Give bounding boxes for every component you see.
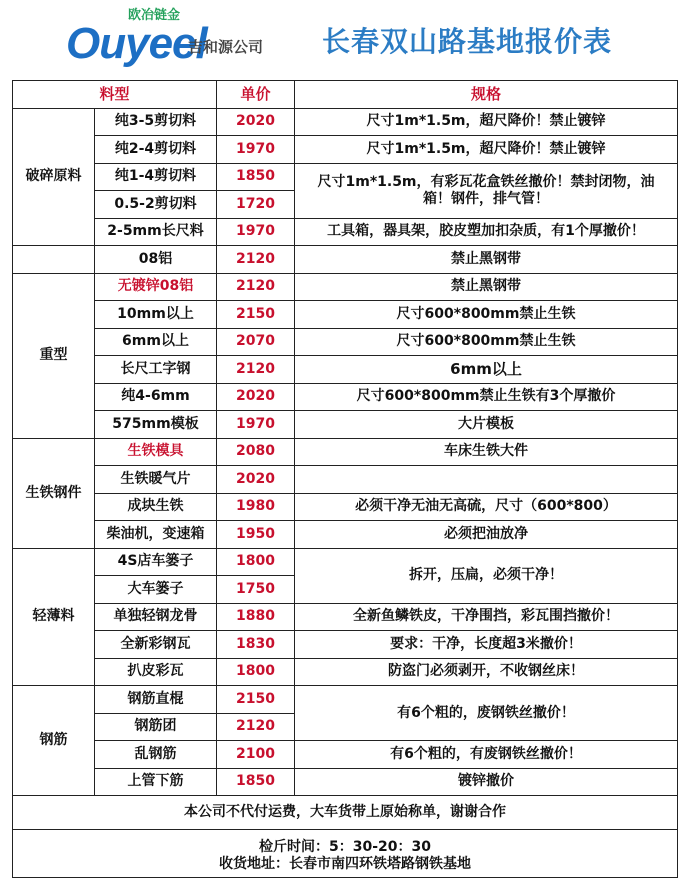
item-spec: 要求：干净，长度超3米撤价！ bbox=[295, 631, 678, 659]
item-price: 2080 bbox=[217, 438, 295, 466]
logo-cn-text: 欧冶链金 bbox=[128, 8, 181, 23]
category-cell: 重型 bbox=[13, 273, 95, 438]
item-spec: 必须把油放净 bbox=[295, 521, 678, 549]
item-spec: 尺寸600*800mm禁止生铁有3个厚撤价 bbox=[295, 383, 678, 411]
item-spec: 尺寸600*800mm禁止生铁 bbox=[295, 301, 678, 329]
footer-cell bbox=[13, 830, 678, 878]
item-name: 4S店车篓子 bbox=[95, 548, 217, 576]
item-name: 08铝 bbox=[95, 246, 217, 274]
item-name: 乱钢筋 bbox=[95, 741, 217, 769]
table-row bbox=[13, 301, 678, 329]
item-price: 2120 bbox=[217, 246, 295, 274]
item-name: 575mm模板 bbox=[95, 411, 217, 439]
item-price: 1830 bbox=[217, 631, 295, 659]
item-name: 单独轻钢龙骨 bbox=[95, 603, 217, 631]
table-row bbox=[13, 548, 678, 576]
item-spec: 车床生铁大件 bbox=[295, 438, 678, 466]
table-row bbox=[13, 163, 678, 191]
item-name: 纯2-4剪切料 bbox=[95, 136, 217, 164]
item-name: 柴油机，变速箱 bbox=[95, 521, 217, 549]
item-name: 钢筋团 bbox=[95, 713, 217, 741]
logo-company-name: 吉和源公司 bbox=[188, 38, 264, 56]
item-spec: 尺寸1m*1.5m，超尺降价！禁止镀锌 bbox=[295, 136, 678, 164]
logo-wordmark: Ouyeel bbox=[66, 19, 207, 68]
column-header-type: 料型 bbox=[13, 81, 217, 109]
notice-text: 本公司不代付运费，大车货带上原始称单，谢谢合作 bbox=[13, 796, 678, 830]
item-price: 1800 bbox=[217, 548, 295, 576]
item-name: 2-5mm长尺料 bbox=[95, 218, 217, 246]
item-spec: 尺寸1m*1.5m，有彩瓦花盒铁丝撤价！禁封闭物，油箱！钢件，排气管！ bbox=[295, 163, 678, 218]
item-name: 扒皮彩瓦 bbox=[95, 658, 217, 686]
header bbox=[0, 0, 681, 80]
table-row bbox=[13, 218, 678, 246]
table-row bbox=[13, 411, 678, 439]
item-name: 上管下筋 bbox=[95, 768, 217, 796]
item-spec: 防盗门必须剥开，不收钢丝床！ bbox=[295, 658, 678, 686]
item-spec: 全新鱼鳞铁皮，干净围挡，彩瓦围挡撤价！ bbox=[295, 603, 678, 631]
item-price: 1850 bbox=[217, 768, 295, 796]
table-row bbox=[13, 521, 678, 549]
delivery-address: 收货地址：长春市南四环铁塔路钢铁基地 bbox=[219, 855, 471, 872]
item-name: 0.5-2剪切料 bbox=[95, 191, 217, 219]
item-price: 1750 bbox=[217, 576, 295, 604]
price-table bbox=[12, 80, 678, 878]
item-price: 2020 bbox=[217, 108, 295, 136]
item-name: 无镀锌08铝 bbox=[95, 273, 217, 301]
table-row bbox=[13, 383, 678, 411]
company-logo bbox=[66, 6, 276, 70]
item-price: 1970 bbox=[217, 218, 295, 246]
item-spec: 有6个粗的，有废钢铁丝撤价！ bbox=[295, 741, 678, 769]
table-row bbox=[13, 466, 678, 494]
category-cell: 破碎原料 bbox=[13, 108, 95, 246]
item-spec: 镀锌撤价 bbox=[295, 768, 678, 796]
page-title: 长春双山路基地报价表 bbox=[322, 25, 613, 58]
notice-row bbox=[13, 796, 678, 830]
item-spec: 有6个粗的，废钢铁丝撤价！ bbox=[295, 686, 678, 741]
item-price: 2020 bbox=[217, 466, 295, 494]
table-row bbox=[13, 108, 678, 136]
table-row bbox=[13, 603, 678, 631]
table-row bbox=[13, 658, 678, 686]
table-row bbox=[13, 246, 678, 274]
item-spec: 必须干净无油无高硫，尺寸（600*800） bbox=[295, 493, 678, 521]
table-row bbox=[13, 686, 678, 714]
table-header-row bbox=[13, 81, 678, 109]
item-name: 纯1-4剪切料 bbox=[95, 163, 217, 191]
item-spec: 尺寸600*800mm禁止生铁 bbox=[295, 328, 678, 356]
item-price: 1970 bbox=[217, 411, 295, 439]
table-row bbox=[13, 493, 678, 521]
item-price: 2150 bbox=[217, 686, 295, 714]
item-price: 2120 bbox=[217, 356, 295, 384]
table-row bbox=[13, 741, 678, 769]
table-row bbox=[13, 768, 678, 796]
item-price: 2120 bbox=[217, 713, 295, 741]
item-price: 1850 bbox=[217, 163, 295, 191]
item-price: 1720 bbox=[217, 191, 295, 219]
category-cell bbox=[13, 246, 95, 274]
item-name: 生铁模具 bbox=[95, 438, 217, 466]
item-name: 生铁暖气片 bbox=[95, 466, 217, 494]
item-name: 全新彩钢瓦 bbox=[95, 631, 217, 659]
item-price: 1970 bbox=[217, 136, 295, 164]
footer-row bbox=[13, 830, 678, 878]
table-row bbox=[13, 356, 678, 384]
item-name: 长尺工字钢 bbox=[95, 356, 217, 384]
item-name: 钢筋直棍 bbox=[95, 686, 217, 714]
item-name: 纯3-5剪切料 bbox=[95, 108, 217, 136]
item-price: 1950 bbox=[217, 521, 295, 549]
item-spec: 尺寸1m*1.5m，超尺降价！禁止镀锌 bbox=[295, 108, 678, 136]
item-price: 2150 bbox=[217, 301, 295, 329]
item-price: 1800 bbox=[217, 658, 295, 686]
item-spec: 工具箱，器具架，胶皮塑加扣杂质，有1个厚撤价！ bbox=[295, 218, 678, 246]
column-header-price: 单价 bbox=[217, 81, 295, 109]
item-name: 6mm以上 bbox=[95, 328, 217, 356]
item-name: 纯4-6mm bbox=[95, 383, 217, 411]
item-spec: 大片模板 bbox=[295, 411, 678, 439]
item-name: 大车篓子 bbox=[95, 576, 217, 604]
item-price: 2020 bbox=[217, 383, 295, 411]
category-cell: 生铁钢件 bbox=[13, 438, 95, 548]
item-price: 2070 bbox=[217, 328, 295, 356]
column-header-spec: 规格 bbox=[295, 81, 678, 109]
table-row bbox=[13, 273, 678, 301]
table-row bbox=[13, 328, 678, 356]
inspection-hours: 检斤时间：5：30-20：30 bbox=[259, 838, 431, 855]
item-name: 成块生铁 bbox=[95, 493, 217, 521]
table-row bbox=[13, 438, 678, 466]
item-price: 1880 bbox=[217, 603, 295, 631]
item-spec: 禁止黑钢带 bbox=[295, 273, 678, 301]
item-price: 1980 bbox=[217, 493, 295, 521]
item-spec: 6mm以上 bbox=[295, 356, 678, 384]
category-cell: 钢筋 bbox=[13, 686, 95, 796]
item-spec: 拆开，压扁，必须干净！ bbox=[295, 548, 678, 603]
item-spec: 禁止黑钢带 bbox=[295, 246, 678, 274]
item-price: 2100 bbox=[217, 741, 295, 769]
table-row bbox=[13, 631, 678, 659]
category-cell: 轻薄料 bbox=[13, 548, 95, 686]
table-row bbox=[13, 136, 678, 164]
item-spec bbox=[295, 466, 678, 494]
item-price: 2120 bbox=[217, 273, 295, 301]
item-name: 10mm以上 bbox=[95, 301, 217, 329]
